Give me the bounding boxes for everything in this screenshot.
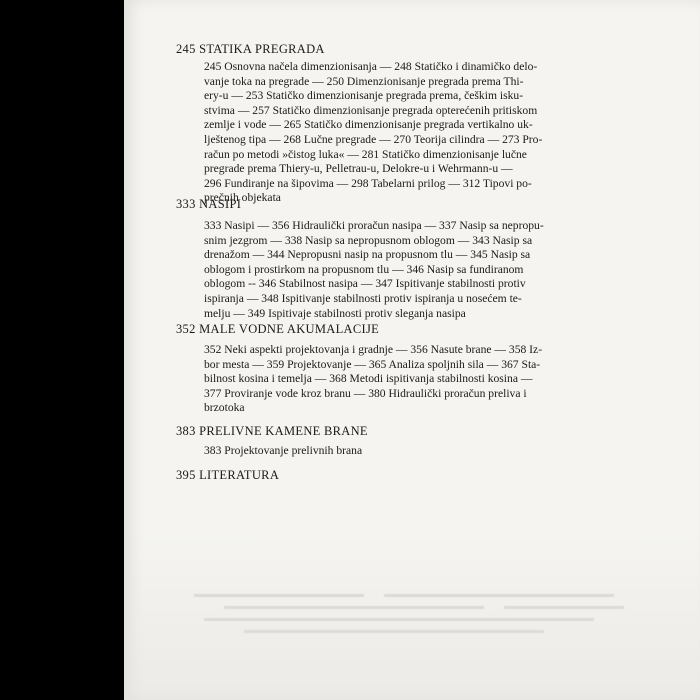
toc-line: brzotoka [204, 401, 245, 415]
toc-line: lještenog tipa — 268 Lučne pregrade — 270 Teorija cilindra — 273 Pro- [204, 132, 543, 146]
toc-line: pregrade prema Thiery-u, Pelletrau-u, Delokre-u i Wehrmann-u — [204, 162, 513, 176]
section-heading: 333 NASIPI [176, 197, 242, 211]
bleed-through-shadow [184, 590, 644, 650]
toc-line: drenažom — 344 Nepropusni nasip na propusnom tlu — 345 Nasip sa [204, 248, 531, 262]
book-page [124, 0, 700, 700]
section-body [204, 219, 674, 321]
section-body [204, 343, 674, 416]
toc-line: 377 Proviranje vode kroz branu — 380 Hidraulički proračun preliva i [204, 386, 527, 400]
toc-line: 296 Fundiranje na šipovima — 298 Tabelarni prilog — 312 Tipovi po- [204, 176, 532, 190]
toc-line: oblogom -- 346 Stabilnost nasipa — 347 Ispitivanje stabilnosti protiv [204, 277, 526, 291]
toc-line: stvima — 257 Statičko dimenzionisanje pregrada opterećenih pritiskom [204, 103, 538, 117]
toc-line: prečnih objekata [204, 191, 281, 205]
toc-line: vanje toka na pregrade — 250 Dimenzionisanje pregrada prema Thi- [204, 74, 524, 88]
section-body [204, 444, 674, 459]
section-heading: 352 MALE VODNE AKUMALACIJE [176, 322, 380, 336]
toc-line: bor mesta — 359 Projektovanje — 365 Analiza spoljnih sila — 367 Sta- [204, 357, 541, 371]
section-body [204, 60, 674, 206]
bleed-through-marks [184, 590, 644, 650]
toc-line: 245 Osnovna načela dimenzionisanja — 248 Statičko i dinamičko delo- [204, 60, 538, 73]
toc-line: 333 Nasipi — 356 Hidraulički proračun nasipa — 337 Nasip sa nepropu- [204, 219, 544, 232]
section-heading: 245 STATIKA PREGRADA [176, 42, 325, 56]
toc-line: ispiranja — 348 Ispitivanje stabilnosti protiv ispiranja u nosećem te- [204, 291, 522, 305]
toc-line: 383 Projektovanje prelivnih brana [204, 444, 363, 457]
section-heading: 395 LITERATURA [176, 468, 280, 482]
toc-line: oblogom i prostirkom na propusnom tlu — 346 Nasip sa fundiranom [204, 262, 524, 276]
section-heading: 383 PRELIVNE KAMENE BRANE [176, 424, 368, 438]
toc-line: bilnost kosina i temelja — 368 Metodi ispitivanja stabilnosti kosina — [204, 372, 533, 386]
toc-line: 352 Neki aspekti projektovanja i gradnje — 356 Nasute brane — 358 Iz- [204, 343, 543, 356]
toc-line: snim jezgrom — 338 Nasip sa nepropusnom oblogom — 343 Nasip sa [204, 233, 533, 247]
toc-line: račun po metodi »čistog luka« — 281 Statičko dimenzionisanje lučne [204, 147, 527, 161]
toc-line: ery-u — 253 Statičko dimenzionisanje pregrada prema, češkim isku- [204, 89, 524, 103]
toc-line: zemlje i vode — 265 Statičko dimenzionisanje pregrada vertikalno uk- [204, 118, 533, 132]
toc-line: melju — 349 Ispitivaje stabilnosti protiv sleganja nasipa [204, 306, 466, 320]
